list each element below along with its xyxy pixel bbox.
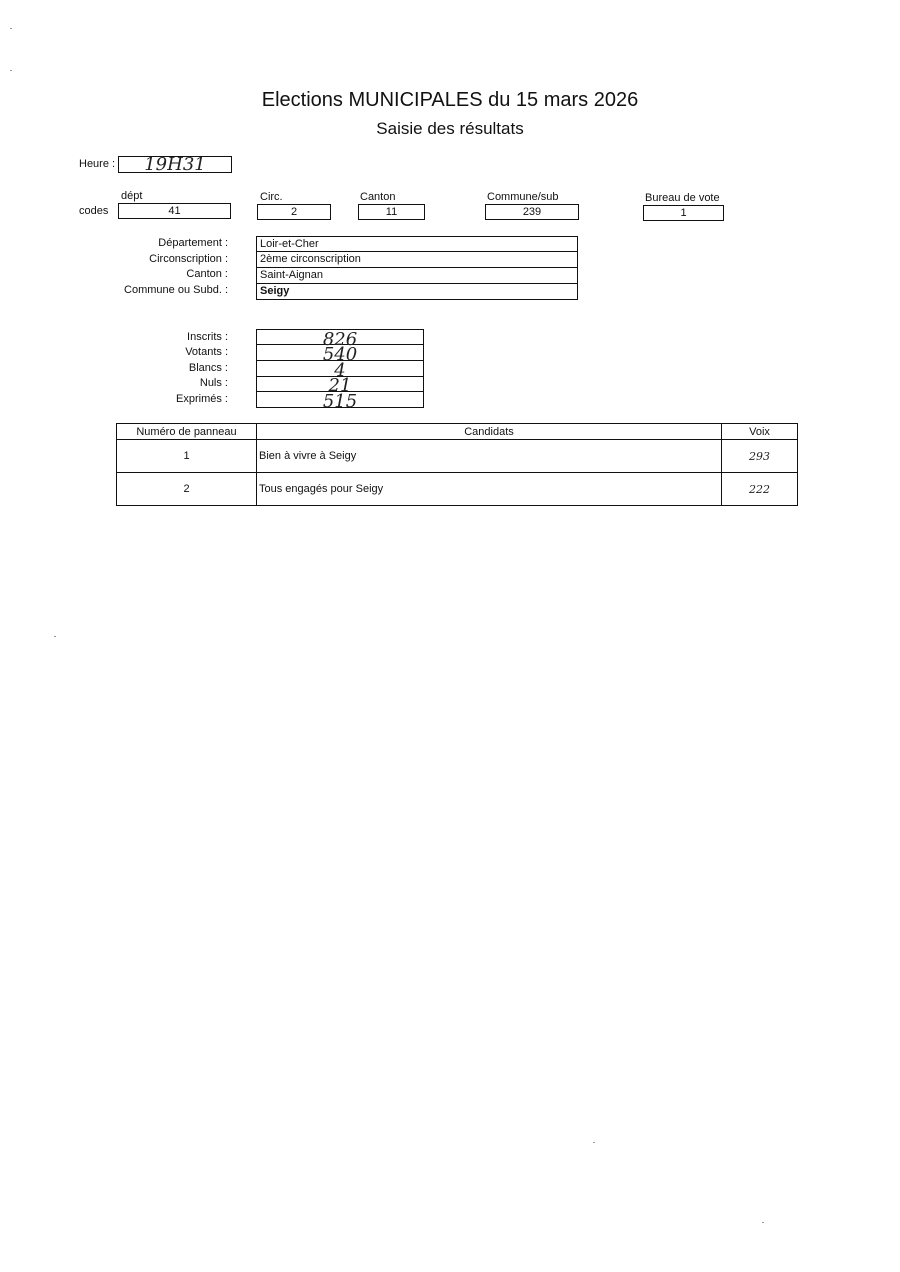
nuls-field[interactable] xyxy=(256,375,424,396)
exprimes-field[interactable] xyxy=(256,391,424,412)
scan-speck xyxy=(54,636,56,637)
document-subtitle: Saisie des résultats xyxy=(376,119,524,138)
canton-field[interactable]: Saint-Aignan xyxy=(256,268,578,284)
voix-header: Voix xyxy=(722,424,798,440)
commune-field[interactable]: Seigy xyxy=(256,284,578,300)
blancs-label: Blancs : xyxy=(188,362,228,374)
inscrits-value: 826 xyxy=(322,329,358,350)
commune-code-field[interactable]: 239 xyxy=(485,204,579,220)
scan-speck xyxy=(10,70,12,71)
nuls-value: 21 xyxy=(328,375,352,396)
bureau-label: Bureau de vote xyxy=(645,192,720,204)
candidate-name: Tous engagés pour Seigy xyxy=(257,473,722,506)
departement-label: Département : xyxy=(158,237,228,249)
results-table xyxy=(116,423,798,506)
circonscription-field[interactable]: 2ème circonscription xyxy=(256,252,578,268)
panneau-number: 2 xyxy=(117,473,257,506)
circ-label: Circ. xyxy=(260,191,283,203)
document-title: Elections MUNICIPALES du 15 mars 2026 xyxy=(261,89,639,111)
inscrits-field[interactable] xyxy=(256,329,424,350)
circ-code-field[interactable]: 2 xyxy=(257,204,331,220)
blancs-value: 4 xyxy=(334,360,346,381)
commune-code-label: Commune/sub xyxy=(487,191,559,203)
table-row xyxy=(117,473,798,506)
voix-field[interactable]: 293 xyxy=(722,440,798,473)
exprimes-label: Exprimés : xyxy=(176,393,228,405)
codes-label: codes xyxy=(79,205,109,217)
results-header-row xyxy=(117,424,798,440)
voix-field[interactable]: 222 xyxy=(722,473,798,506)
candidats-header: Candidats xyxy=(257,424,722,440)
scan-speck xyxy=(10,28,12,29)
canton-code-field[interactable]: 11 xyxy=(358,204,425,220)
votants-value: 540 xyxy=(322,344,358,365)
panneau-header: Numéro de panneau xyxy=(117,424,257,440)
votants-field[interactable] xyxy=(256,344,424,365)
table-row xyxy=(117,440,798,473)
commune-label: Commune ou Subd. : xyxy=(124,284,228,296)
heure-field[interactable]: 19H31 xyxy=(118,156,232,173)
departement-field[interactable]: Loir-et-Cher xyxy=(256,236,578,252)
scan-speck xyxy=(593,1142,595,1143)
panneau-number: 1 xyxy=(117,440,257,473)
nuls-label: Nuls : xyxy=(199,377,228,389)
canton-label: Canton : xyxy=(186,268,228,280)
circonscription-label: Circonscription : xyxy=(149,253,228,265)
canton-code-label: Canton xyxy=(360,191,396,203)
inscrits-label: Inscrits : xyxy=(187,331,228,343)
candidate-name: Bien à vivre à Seigy xyxy=(257,440,722,473)
votants-label: Votants : xyxy=(185,346,228,358)
dept-code-field[interactable]: 41 xyxy=(118,203,231,219)
exprimes-value: 515 xyxy=(322,391,358,412)
scan-speck xyxy=(762,1222,764,1223)
bureau-code-field[interactable]: 1 xyxy=(643,205,724,221)
dept-label: dépt xyxy=(121,190,143,202)
heure-label: Heure : xyxy=(79,158,116,170)
